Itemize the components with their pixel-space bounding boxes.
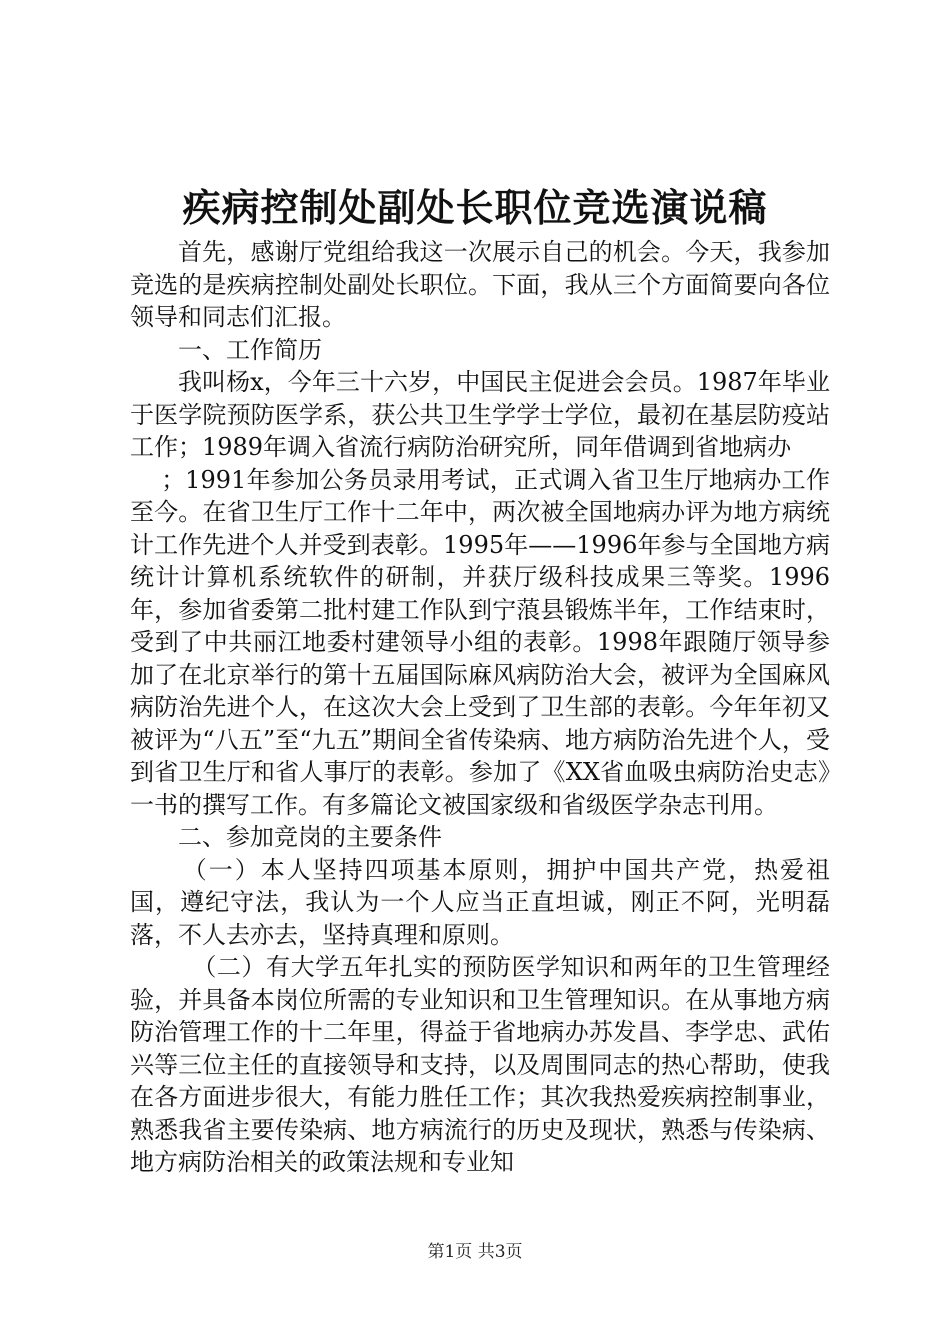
document-body	[130, 236, 830, 1179]
section-heading-conditions: 二、参加竞岗的主要条件	[178, 823, 442, 851]
paragraph-intro: 首先，感谢厅党组给我这一次展示自己的机会。今天，我参加竞选的是疾病控制处副处长职位。下面，我从三个方面简要向各位领导和同志们汇报。	[130, 238, 830, 331]
paragraph-work-history: 我叫杨x，今年三十六岁，中国民主促进会会员。1987年毕业于医学院预防医学系，获公共卫生学学士学位，最初在基层防疫站工作；1989年调入省流行病防治研究所，同年借调到省地病办	[130, 368, 830, 461]
paragraph-condition-1: （一）本人坚持四项基本原则，拥护中国共产党，热爱祖国，遵纪守法，我认为一个人应当正直坦诚，刚正不阿，光明磊落，不人去亦去，坚持真理和原则。	[130, 855, 830, 949]
page-footer: 第1页 共3页	[427, 1242, 523, 1262]
paragraph-work-history-continued: ；1991年参加公务员录用考试，正式调入省卫生厅地病办工作至今。在省卫生厅工作十二年中，两次被全国地病办评为地方病统计工作先进个人并受到表彰。1995年——1996年参与全国地方病统计计算机系统软件的研制，并获厅级科技成果三等奖。1996年，参加省委第二批村建工作队到宁蒗县锻炼半年，工作结束时，受到了中共丽江地委村建领导小组的表彰。1998年跟随厅领导参加了在北京举行的第十五届国际麻风病防治大会，被评为全国麻风病防治先进个人，在这次大会上受到了卫生部的表彰。今年年初又被评为“八五”至“九五”期间全省传染病、地方病防治先进个人，受到省卫生厅和省人事厅的表彰。参加了《XX省血吸虫病防治史志》一书的撰写工作。有多篇论文被国家级和省级医学杂志刊用。	[130, 465, 830, 819]
document-title: 疾病控制处副处长职位竞选演说稿	[182, 185, 768, 230]
paragraph-condition-2: （二）有大学五年扎实的预防医学知识和两年的卫生管理经验，并具备本岗位所需的专业知识和卫生管理知识。在从事地方病防治管理工作的十二年里，得益于省地病办苏发昌、李学忠、武佑兴等三位主任的直接领导和支持，以及周围同志的热心帮助，使我在各方面进步很大，有能力胜任工作；其次我热爱疾病控制事业，熟悉我省主要传染病、地方病流行的历史及现状，熟悉与传染病、地方病防治相关的政策法规和专业知	[130, 953, 830, 1176]
section-heading-work-history: 一、工作简历	[178, 335, 322, 364]
